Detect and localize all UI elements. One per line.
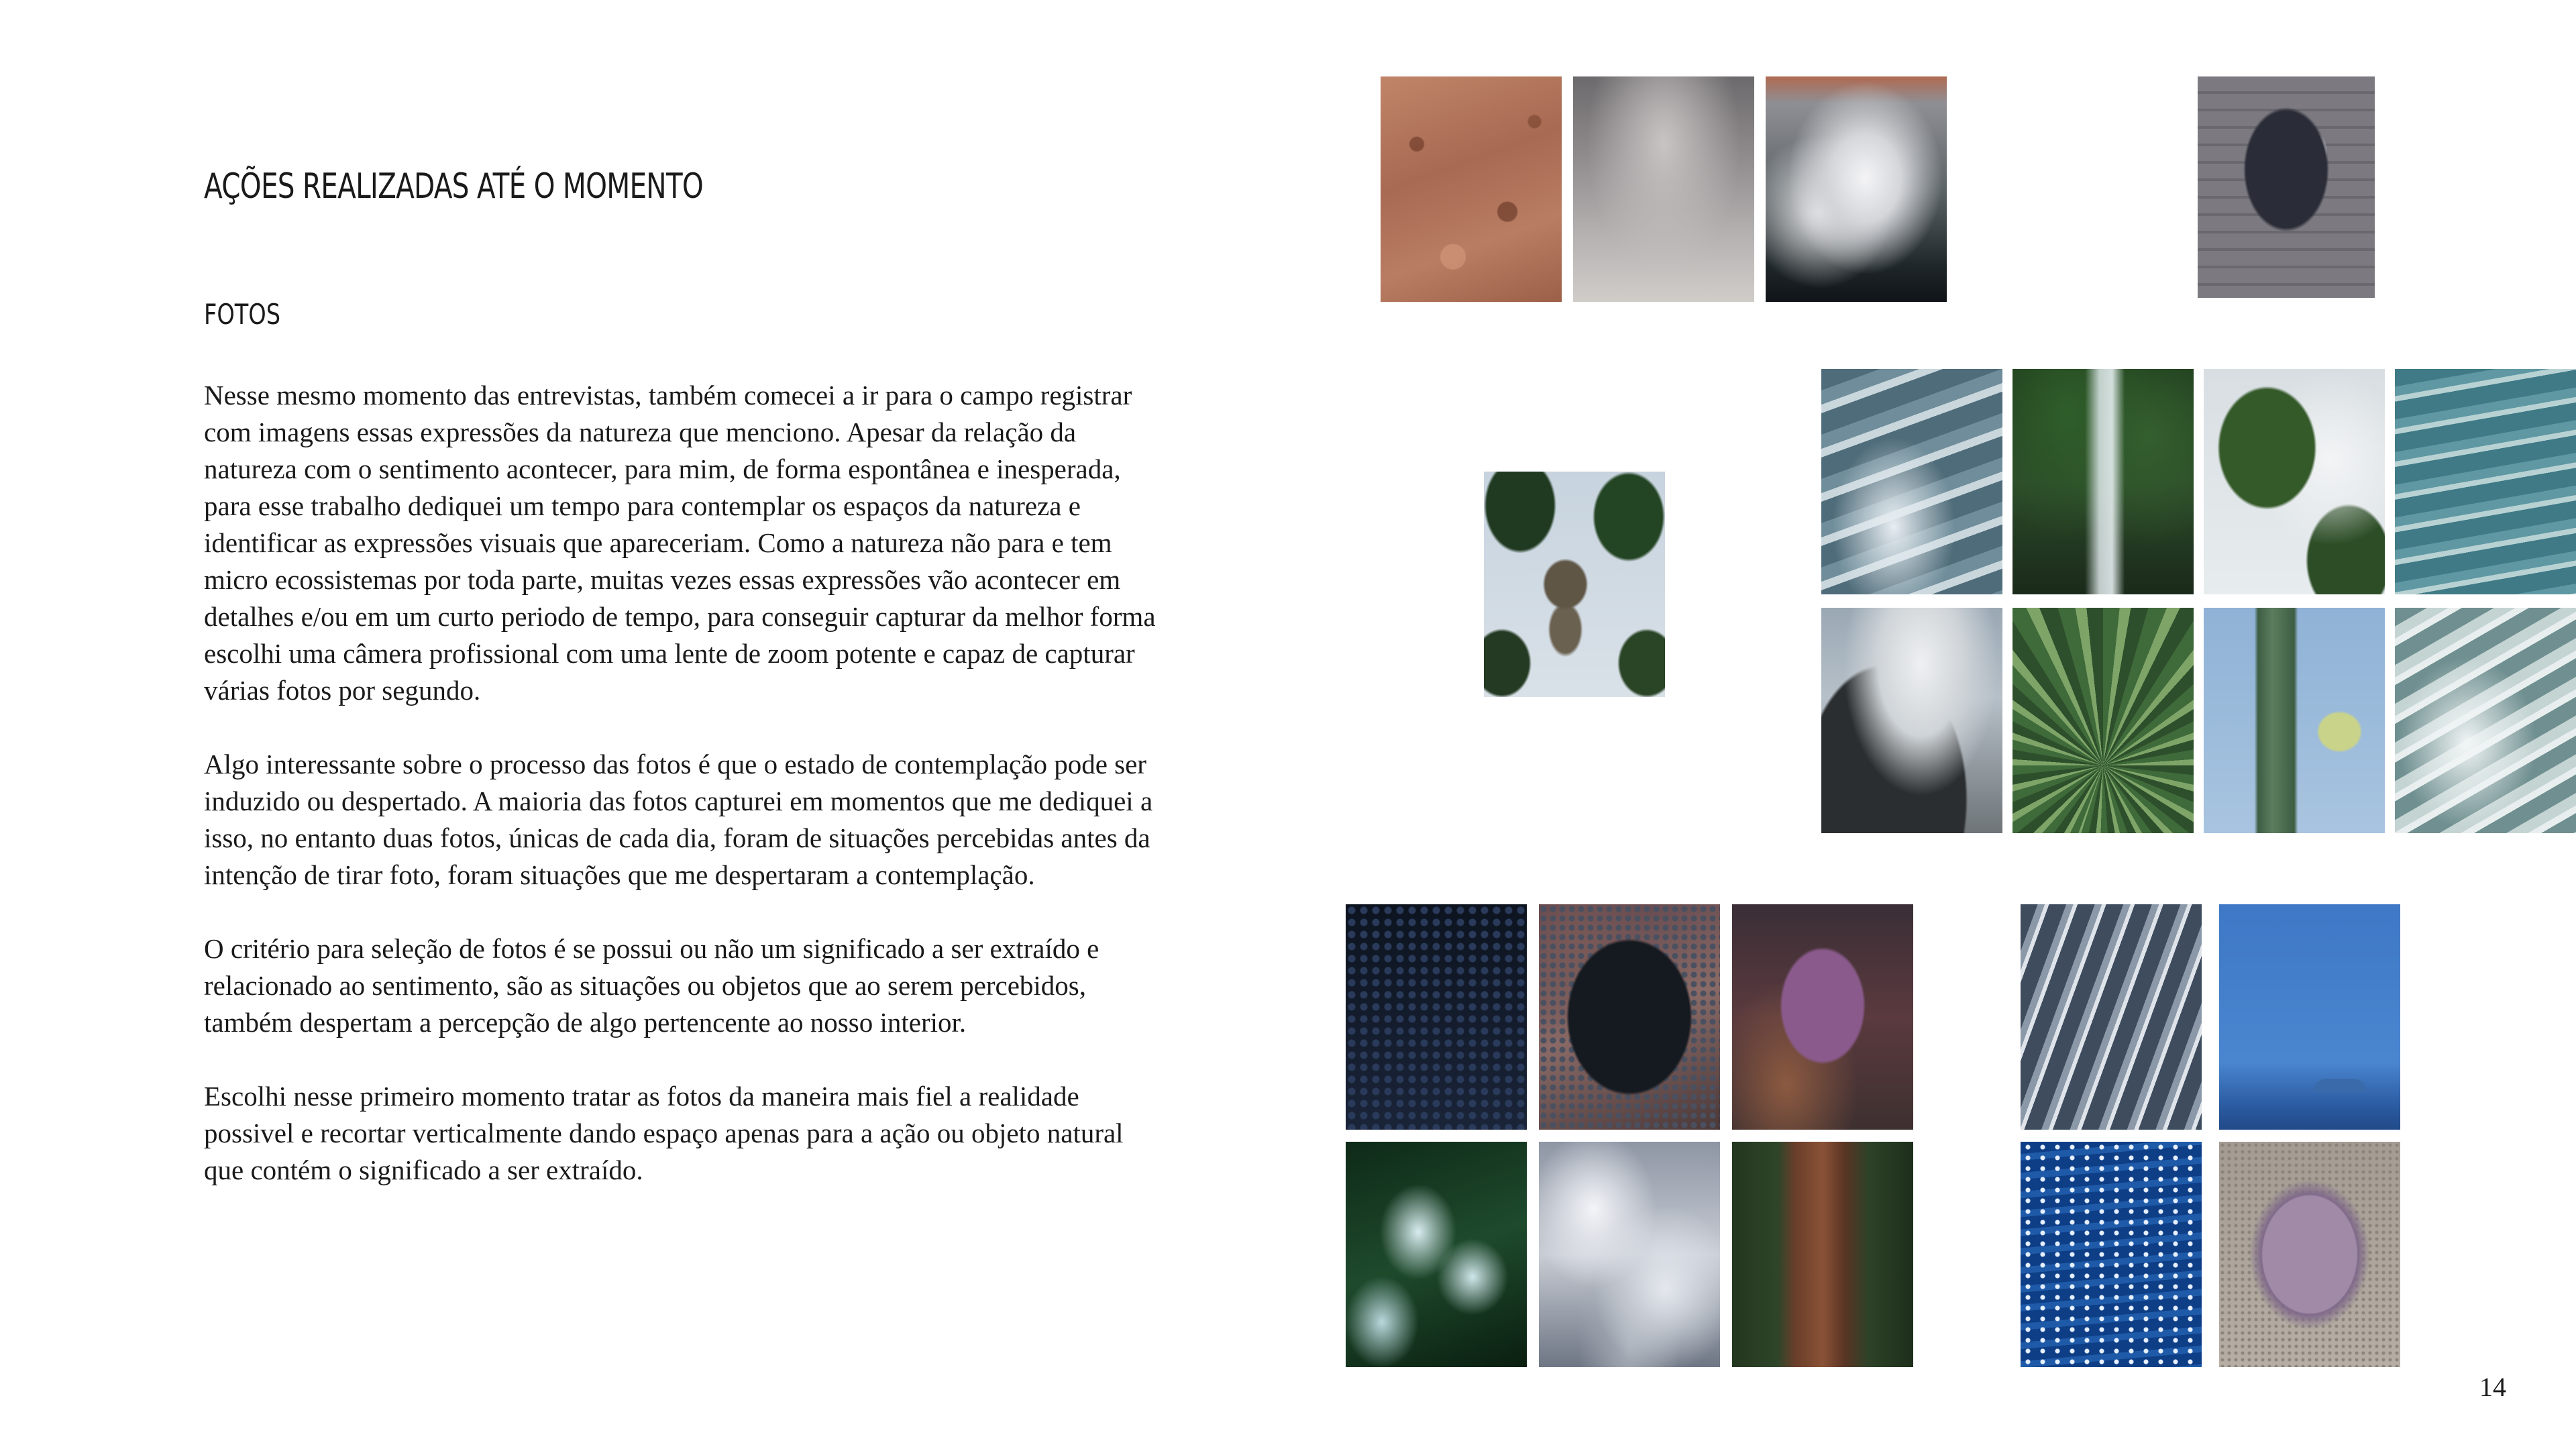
photo-glittering-sea (2021, 1142, 2202, 1367)
page-number: 14 (2479, 1372, 2506, 1402)
photo-tree-canopy (1346, 1142, 1527, 1367)
photo-water-ice (1539, 1142, 1720, 1367)
paragraph-3: O critério para seleção de fotos é se possui ou não um significado a ser extraído e relacionado ao sentimento, são as situações ou objetos que ao serem percebidos, também despertam a percepção de algo pertencente ao nosso interior. (204, 933, 1099, 1038)
paragraph-1: Nesse mesmo momento das entrevistas, também comecei a ir para o campo registrar com imagens essas expressões da natureza que menciono. Apesar da relação da natureza com o sentimento acontecer, para mim, de forma espontânea e inesperada, para esse trabalho dediquei um tempo para contemplar os espaços da natureza e identificar as expressões visuais que apareceriam. Como a natureza não para e tem micro ecossistemas por toda parte, muitas vezes essas expressões vão acontecer em detalhes e/ou em um curto periodo de tempo, para conseguir capturar da melhor forma escolhi uma câmera profissional com uma lente de zoom potente e capaz de capturar várias fotos por segundo. (204, 380, 1156, 706)
photo-tree-trunk (1732, 1142, 1913, 1367)
photo-flower-petal-sand (2219, 1142, 2400, 1367)
photo-sea-waves-1 (1821, 369, 2002, 594)
photo-pigeon (2198, 76, 2375, 298)
body-text (204, 377, 1157, 1226)
photo-cloudy-sky (1573, 76, 1754, 302)
sub-title: FOTOS (204, 298, 281, 331)
paragraph-2: Algo interessante sobre o processo das fotos é que o estado de contemplação pode ser induzido ou despertado. A maioria das fotos capturei em momentos que me dediquei a isso, no entanto duas fotos, únicas de cada dia, foram de situações percebidas antes da intenção de tirar foto, foram situações que me despertaram a contemplação. (204, 749, 1153, 890)
paragraph-4: Escolhi nesse primeiro momento tratar as fotos da maneira mais fiel a realidade possivel e recortar verticalmente dando espaço apenas para a ação ou objeto natural que contém o significado a ser extraído. (204, 1081, 1124, 1185)
photo-cactus (2204, 608, 2385, 833)
photo-jackfruit-texture (1346, 904, 1527, 1130)
photo-crab (1732, 904, 1913, 1130)
photo-rock-cliff (2021, 904, 2202, 1130)
section-title: AÇÕES REALIZADAS ATÉ O MOMENTO (204, 166, 703, 207)
photo-wave-splash (1766, 76, 1947, 302)
photo-hanging-nest (1484, 472, 1665, 697)
photo-sea-waves-2 (2395, 369, 2576, 594)
photo-fruit-on-leaves (1539, 904, 1720, 1130)
photo-cloud-mountain (1821, 608, 2002, 833)
island-silhouette (2313, 1079, 2367, 1092)
photo-sea-foam (2395, 608, 2576, 833)
photo-agave-plant (2012, 608, 2194, 833)
photo-clay-texture (1381, 76, 1562, 302)
photo-mossy-rock-splash (2204, 369, 2385, 594)
photo-waterfall (2012, 369, 2194, 594)
photo-blue-sea-island (2219, 904, 2400, 1130)
